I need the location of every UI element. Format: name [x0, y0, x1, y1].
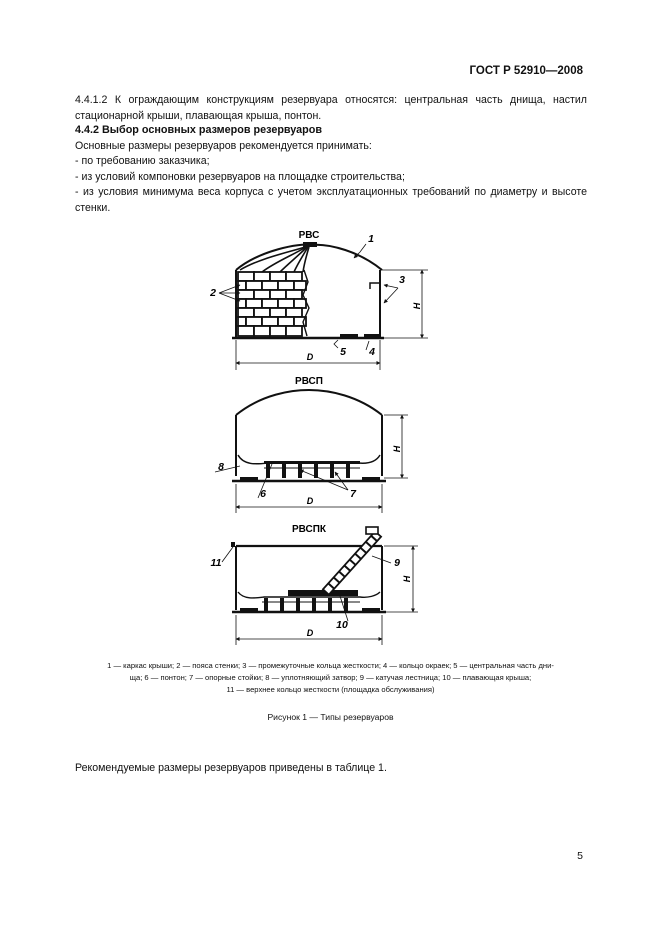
rvsp-h-label: H: [392, 445, 402, 453]
document-header: ГОСТ Р 52910—2008: [469, 65, 583, 77]
rvspk-title: РВСПК: [291, 524, 327, 535]
legend-line-2: ща; 6 — понтон; 7 — опорные стойки; 8 — уплотняющий затвор; 9 — катучая лестница; 10 — плавающая крыша;: [129, 673, 532, 683]
rvs-diagram: [209, 230, 428, 370]
callout-1: 1: [368, 233, 374, 245]
rvsp-diagram: [215, 376, 408, 513]
bullet-weight: - из условия минимума веса корпуса с учетом эксплуатационных требований по диаметру и высоте стенки.: [75, 186, 587, 214]
figure-caption: Рисунок 1 — Типы резервуаров: [267, 712, 394, 722]
callout-6: 6: [260, 488, 266, 500]
figure-legend: [48, 660, 613, 697]
rvspk-h-label: H: [402, 575, 412, 583]
legend-line-1: 1 — каркас крыши; 2 — пояса стенки; 3 — промежуточные кольца жесткости; 4 — кольцо окраек; 5 — центральная часть дни-: [107, 661, 554, 670]
bullet-customer: - по требованию заказчика;: [75, 155, 210, 167]
callout-2: 2: [210, 287, 216, 299]
tank-types-figure: [0, 220, 661, 660]
callout-4: 4: [369, 346, 375, 358]
rvs-d-label: D: [306, 352, 314, 362]
callout-10: 10: [336, 619, 348, 631]
callout-11: 11: [210, 557, 222, 569]
bullet-layout: - из условий компоновки резервуаров на площадке строительства;: [75, 170, 405, 183]
callout-5: 5: [340, 346, 346, 358]
rvs-title: РВС: [298, 230, 320, 241]
rvs-h-label: H: [412, 302, 422, 310]
recommendation-paragraph: Рекомендуемые размеры резервуаров приведены в таблице 1.: [75, 762, 387, 774]
callout-8: 8: [218, 461, 224, 473]
callout-3: 3: [399, 274, 405, 286]
rvsp-d-label: D: [306, 496, 314, 506]
rvspk-d-label: D: [306, 628, 314, 638]
rvspk-diagram: [211, 524, 418, 645]
rvsp-title: РВСП: [295, 376, 323, 387]
callout-7: 7: [350, 488, 356, 500]
page-number: 5: [577, 850, 583, 862]
intro-paragraph: Основные размеры резервуаров рекомендуется принимать:: [75, 139, 372, 152]
legend-line-3: 11 — верхнее кольцо жесткости (площадка обслуживания): [226, 685, 435, 695]
callout-9: 9: [394, 557, 400, 569]
paragraph-4-4-1-2: 4.4.1.2 К ограждающим конструкциям резервуара относятся: центральная часть днища, настил стационарной крыши, плавающая крыша, понтон.: [75, 94, 587, 122]
section-heading-4-4-2: 4.4.2 Выбор основных размеров резервуаров: [75, 124, 322, 136]
